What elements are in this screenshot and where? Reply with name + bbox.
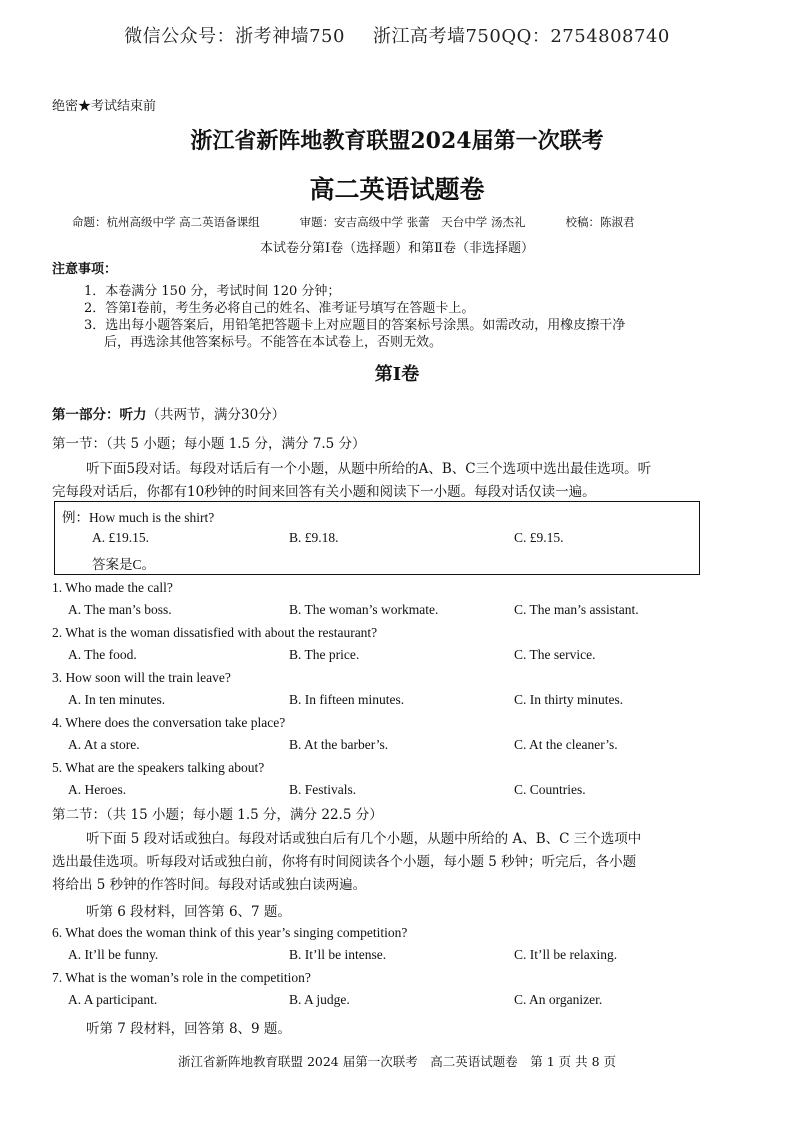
watermark-wechat: 微信公众号：浙考神墙750 <box>124 26 345 47</box>
example-answer: 答案是C。 <box>92 557 156 572</box>
volume-heading: 第Ⅰ卷 <box>374 364 420 385</box>
material-6-note: 听第 6 段材料，回答第 6、7 题。 <box>86 904 291 920</box>
q4-option-c: C. At the cleaner’s. <box>514 737 618 752</box>
credits-line <box>72 214 674 230</box>
question-6: 6. What does the woman think of this year’s singing competition? <box>52 925 408 940</box>
secret-label: 绝密★考试结束前 <box>52 99 157 114</box>
q4-option-b: B. At the barber’s. <box>289 737 389 752</box>
q3-option-a: A. In ten minutes. <box>68 692 166 707</box>
question-3: 3. How soon will the train leave? <box>52 670 231 685</box>
q2-option-b: B. The price. <box>289 647 360 662</box>
question-5: 5. What are the speakers talking about? <box>52 760 265 775</box>
example-question: 例：How much is the shirt? <box>62 510 215 525</box>
credits-reviewer: 审题：安吉高级中学 张蕾 天台中学 汤杰礼 <box>299 215 526 229</box>
credits-author: 命题：杭州高级中学 高二英语备课组 <box>72 215 260 229</box>
section2-heading: 第二节：（共 15 小题；每小题 1.5 分，满分 22.5 分） <box>52 807 383 823</box>
q6-option-c: C. It’ll be relaxing. <box>514 947 618 962</box>
section1-heading: 第一节：（共 5 小题；每小题 1.5 分，满分 7.5 分） <box>52 436 366 452</box>
notice-heading: 注意事项： <box>52 262 118 277</box>
credits-proofreader: 校稿：陈淑君 <box>565 215 635 229</box>
part1-note: （共两节，满分30分） <box>146 407 286 423</box>
paper-title: 高二英语试题卷 <box>309 175 485 204</box>
q2-option-c: C. The service. <box>514 647 596 662</box>
q7-option-b: B. A judge. <box>289 992 350 1007</box>
page-footer: 浙江省新阵地教育联盟 2024 届第一次联考 高二英语试题卷 第 1 页 共 8 页 <box>177 1054 617 1069</box>
watermark-qq: 浙江高考墙750QQ：2754808740 <box>372 26 670 47</box>
question-7: 7. What is the woman’s role in the competition? <box>52 970 311 985</box>
example-option-c: C. £9.15. <box>514 530 564 545</box>
notice-item: 3．选出每小题答案后，用铅笔把答题卡上对应题目的答案标号涂黑。如需改动，用橡皮擦干净 <box>84 318 626 333</box>
q6-option-a: A. It’ll be funny. <box>68 947 159 962</box>
q1-option-b: B. The woman’s workmate. <box>289 602 439 617</box>
question-1: 1. Who made the call? <box>52 580 173 595</box>
section1-instructions-cont: 完每段对话后，你都有10秒钟的时间来回答有关小题和阅读下一小题。每段对话仅读一遍。 <box>52 484 596 500</box>
q5-option-c: C. Countries. <box>514 782 586 797</box>
q1-option-a: A. The man’s boss. <box>68 602 172 617</box>
paper-structure: 本试卷分第Ⅰ卷（选择题）和第Ⅱ卷（非选择题） <box>260 241 534 256</box>
section2-instructions-cont: 选出最佳选项。听每段对话或独白前，你将有时间阅读各个小题，每小题 5 秒钟；听完后，各小题 <box>52 854 637 870</box>
q1-option-c: C. The man’s assistant. <box>514 602 639 617</box>
section1-instructions: 听下面5段对话。每段对话后有一个小题，从题中所给的A、B、C三个选项中选出最佳选项。听 <box>86 461 652 477</box>
notice-item: 1．本卷满分 150 分，考试时间 120 分钟； <box>84 284 341 299</box>
notice-item: 2．答第Ⅰ卷前，考生务必将自己的姓名、准考证号填写在答题卡上。 <box>84 301 475 316</box>
example-option-a: A. £19.15. <box>92 530 149 545</box>
example-option-b: B. £9.18. <box>289 530 339 545</box>
q5-option-b: B. Festivals. <box>289 782 357 797</box>
watermark <box>0 22 794 48</box>
part1-title: 第一部分：听力 <box>52 407 147 423</box>
part1-heading <box>52 403 285 423</box>
q7-option-a: A. A participant. <box>68 992 158 1007</box>
material-7-note: 听第 7 段材料，回答第 8、9 题。 <box>86 1021 291 1037</box>
q3-option-b: B. In fifteen minutes. <box>289 692 405 707</box>
q2-option-a: A. The food. <box>68 647 137 662</box>
q5-option-a: A. Heroes. <box>68 782 127 797</box>
q4-option-a: A. At a store. <box>68 737 140 752</box>
q7-option-c: C. An organizer. <box>514 992 603 1007</box>
exam-title: 浙江省新阵地教育联盟2024届第一次联考 <box>190 128 604 154</box>
section2-instructions: 听下面 5 段对话或独白。每段对话或独白后有几个小题，从题中所给的 A、B、C 三个选项中 <box>86 831 642 847</box>
section2-instructions-cont: 将给出 5 秒钟的作答时间。每段对话或独白读两遍。 <box>52 877 367 893</box>
question-4: 4. Where does the conversation take place? <box>52 715 286 730</box>
notice-item-cont: 后，再选涂其他答案标号。不能答在本试卷上，否则无效。 <box>104 335 443 350</box>
question-2: 2. What is the woman dissatisfied with about the restaurant? <box>52 625 378 640</box>
q3-option-c: C. In thirty minutes. <box>514 692 624 707</box>
q6-option-b: B. It’ll be intense. <box>289 947 387 962</box>
